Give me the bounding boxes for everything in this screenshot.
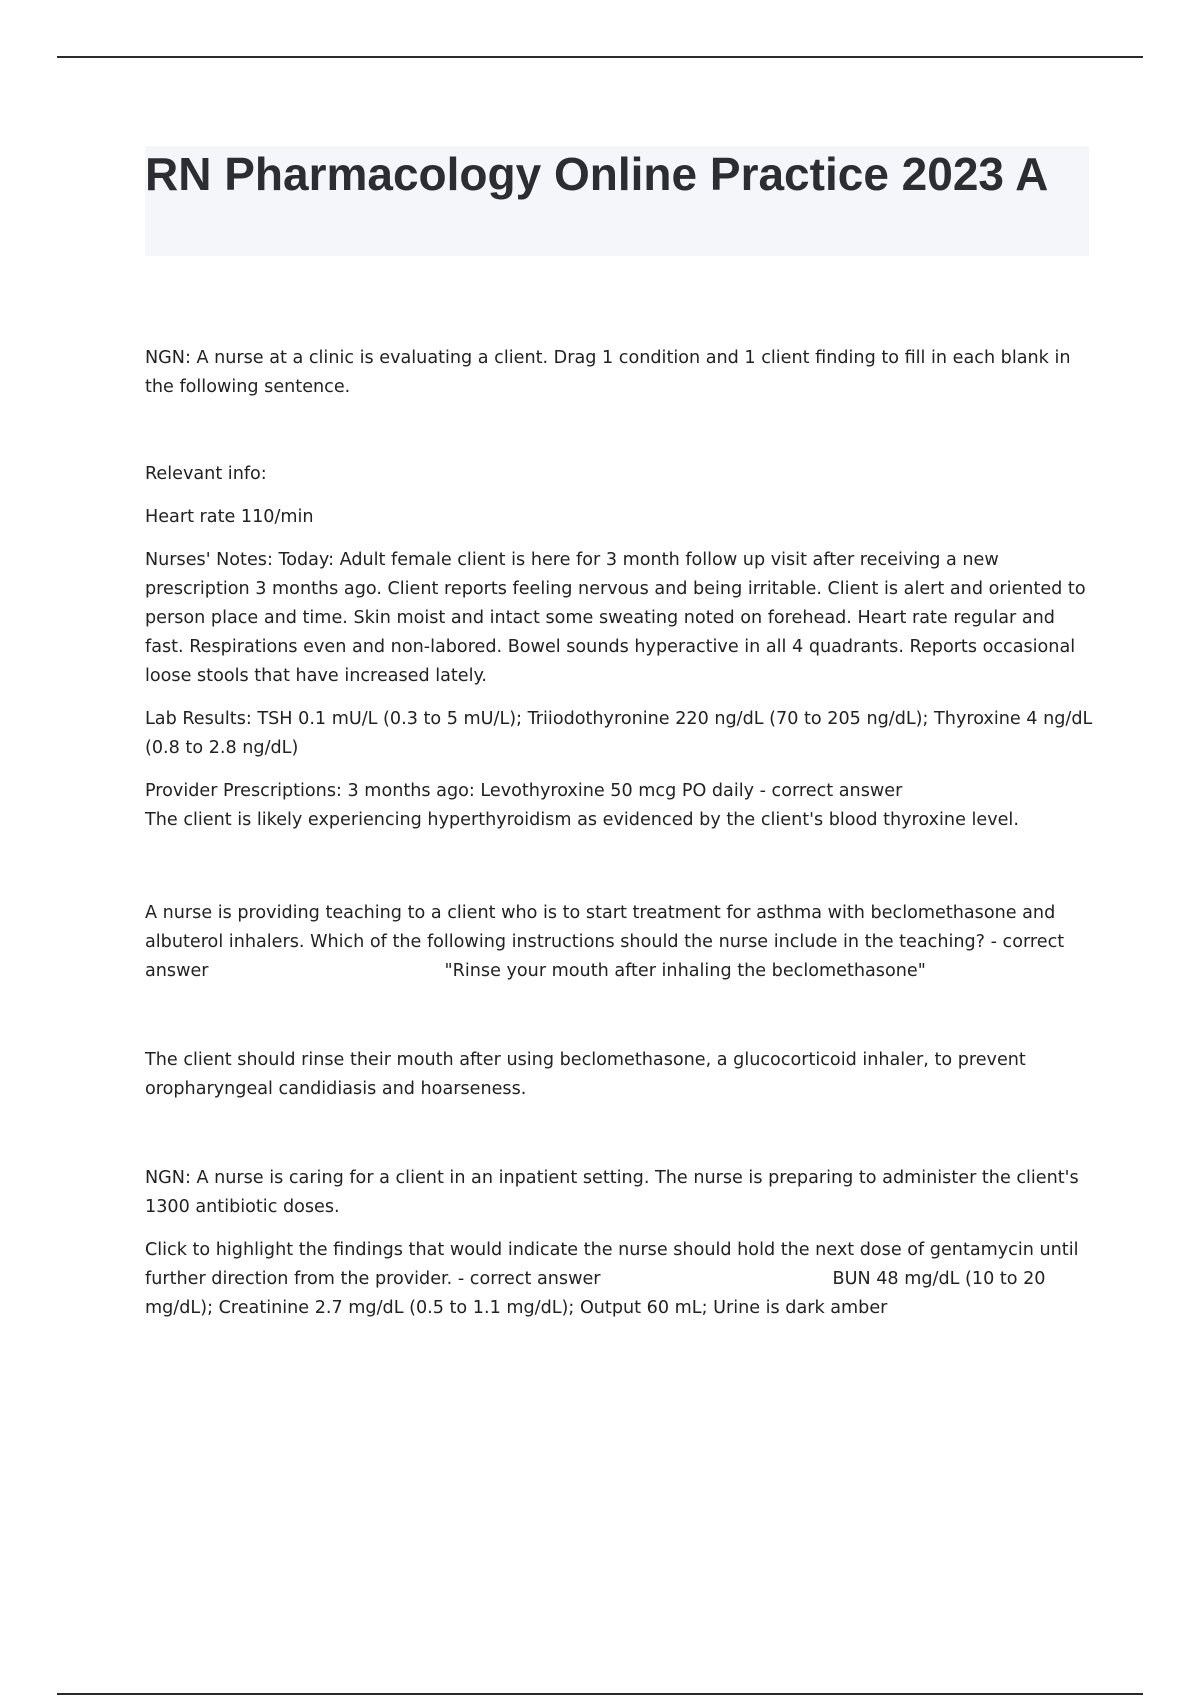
q1-answer: The client is likely experiencing hyperthyroidism as evidenced by the client's blood thyroxine level. — [145, 810, 1019, 830]
title-banner — [145, 146, 1089, 256]
q2-rationale: The client should rinse their mouth after using beclomethasone, a glucocorticoid inhaler, to prevent oropharyngeal candidiasis and hoarseness. — [145, 1050, 1026, 1099]
top-divider — [57, 56, 1143, 58]
q1-provider-prescriptions: Provider Prescriptions: 3 months ago: Levothyroxine 50 mcg PO daily - correct answer — [145, 781, 903, 801]
q3-prompt: NGN: A nurse is caring for a client in an inpatient setting. The nurse is preparing to administer the client's 1300 antibiotic doses. — [145, 1168, 1079, 1217]
q2-prompt — [145, 899, 1095, 986]
q3-answer: BUN 48 mg/dL (10 to 20 mg/dL); Creatinine 2.7 mg/dL (0.5 to 1.1 mg/dL); Output 60 mL; Urine is dark amber — [145, 1269, 1046, 1318]
q1-relevant-info-label: Relevant info: — [145, 464, 267, 484]
q1-prompt: NGN: A nurse at a clinic is evaluating a client. Drag 1 condition and 1 client finding to fill in each blank in the following sentence. — [145, 348, 1071, 397]
q3-question-text: Click to highlight the findings that would indicate the nurse should hold the next dose of gentamycin until further direction from the provider. - correct answer — [145, 1240, 1079, 1289]
q1-heart-rate: Heart rate 110/min — [145, 507, 314, 527]
q2-prompt-text: A nurse is providing teaching to a client who is to start treatment for asthma with beclomethasone and albuterol inhalers. Which of the following instructions should the nurse include in the teaching? - correct answer — [145, 903, 1065, 981]
document-body — [145, 344, 1095, 1323]
q2-answer: "Rinse your mouth after inhaling the beclomethasone" — [444, 961, 926, 981]
q3-question — [145, 1236, 1095, 1323]
q1-nurses-notes: Nurses' Notes: Today: Adult female client is here for 3 month follow up visit after receiving a new prescription 3 months ago. Client reports feeling nervous and being irritable. Client is alert and oriented to person place and time. Skin moist and intact some sweating noted on forehead. Heart rate regular and fast. Respirations even and non-labored. Bowel sounds hyperactive in all 4 quadrants. Reports occasional loose stools that have increased lately. — [145, 550, 1086, 686]
bottom-divider — [57, 1693, 1143, 1695]
q1-lab-results: Lab Results: TSH 0.1 mU/L (0.3 to 5 mU/L); Triiodothyronine 220 ng/dL (70 to 205 ng/dL); Thyroxine 4 ng/dL (0.8 to 2.8 ng/dL) — [145, 709, 1093, 758]
page-title: RN Pharmacology Online Practice 2023 A — [145, 148, 1049, 200]
